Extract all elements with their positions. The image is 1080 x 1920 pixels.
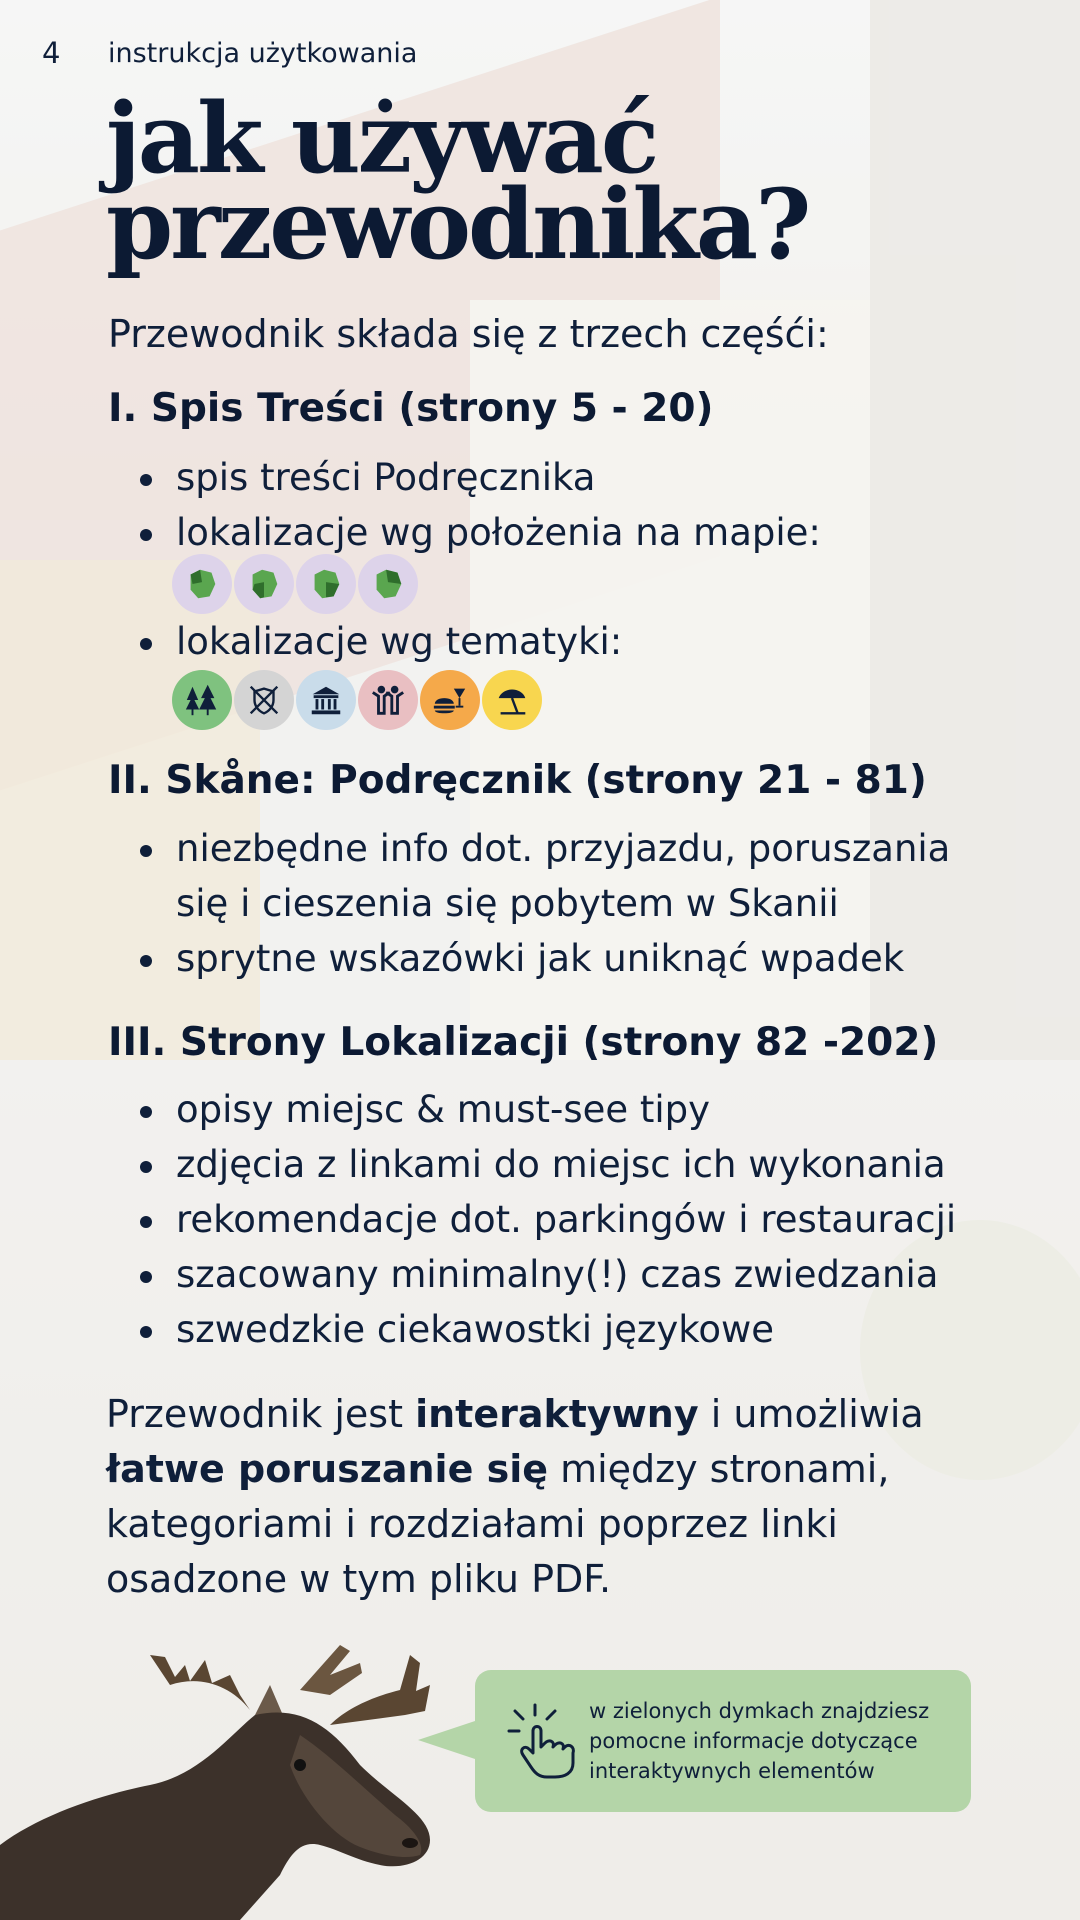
family-kids-icon[interactable] [358,670,418,730]
tap-hand-icon [505,1701,585,1781]
title-line-2: przewodnika? [106,168,809,281]
list-item-continuation-text: się i cieszenia się pobytem w Skanii [176,882,839,925]
tip-bubble [475,1670,971,1812]
outro-text: Przewodnik jest [106,1392,416,1436]
list-item[interactable]: lokalizacje wg tematyki: [140,614,622,669]
tip-line-3: interaktywnych elementów [589,1759,875,1783]
section-list-handbook [140,821,950,986]
tip-line-1: w zielonych dymkach znajdziesz [589,1699,930,1723]
list-item: szwedzkie ciekawostki językowe [140,1302,956,1357]
map-icons-row [172,554,418,614]
list-item: szacowany minimalny(!) czas zwiedzania [140,1247,956,1302]
nature-trees-icon[interactable] [172,670,232,730]
section-heading-handbook[interactable]: II. Skåne: Podręcznik (strony 21 - 81) [108,758,927,803]
tip-text [589,1696,949,1786]
list-item: niezbędne info dot. przyjazdu, poruszania [140,821,950,876]
section-heading-locations[interactable]: III. Strony Lokalizacji (strony 82 -202) [108,1020,939,1065]
outro-bold-interactive: interaktywny [415,1392,699,1436]
castle-shield-icon[interactable] [234,670,294,730]
map-region-ne-icon[interactable] [358,554,418,614]
page-title [106,82,1006,281]
outro-line-1 [106,1387,986,1442]
list-item-continuation [140,876,950,931]
tip-bubble-tail [418,1720,478,1760]
header-label: instrukcja użytkowania [108,38,418,69]
theme-icons-row [172,670,542,730]
moose-illustration [0,1615,460,1920]
list-item: sprytne wskazówki jak uniknąć wpadek [140,931,950,986]
beach-umbrella-icon[interactable] [482,670,542,730]
outro-line-2 [106,1442,986,1497]
list-item: opisy miejsc & must-see tipy [140,1082,956,1137]
page-number: 4 [42,36,61,70]
title-line-1: jak używać [106,82,657,195]
map-region-nw-icon[interactable] [172,554,232,614]
list-item: rekomendacje dot. parkingów i restauracji [140,1192,956,1247]
list-item: zdjęcia z linkami do miejsc ich wykonania [140,1137,956,1192]
outro-paragraph [106,1387,986,1607]
outro-bold-navigation: łatwe poruszanie się [106,1447,548,1491]
list-item[interactable]: lokalizacje wg położenia na mapie: [140,505,821,560]
map-region-se-icon[interactable] [296,554,356,614]
outro-line-4: osadzone w tym pliku PDF. [106,1557,612,1601]
map-region-sw-icon[interactable] [234,554,294,614]
museum-building-icon[interactable] [296,670,356,730]
outro-line-3: kategoriami i rozdziałami poprzez linki [106,1502,838,1546]
outro-text: między stronami, [548,1447,890,1491]
section-list-locations [140,1082,956,1357]
section-list-toc [140,450,821,560]
food-drink-icon[interactable] [420,670,480,730]
section-list-toc-2 [140,614,622,669]
section-heading-toc[interactable]: I. Spis Treści (strony 5 - 20) [108,386,714,431]
outro-text: i umożliwia [698,1392,924,1436]
intro-text: Przewodnik składa się z trzech częśći: [108,312,829,356]
list-item[interactable]: spis treści Podręcznika [140,450,821,505]
tip-line-2: pomocne informacje dotyczące [589,1729,918,1753]
